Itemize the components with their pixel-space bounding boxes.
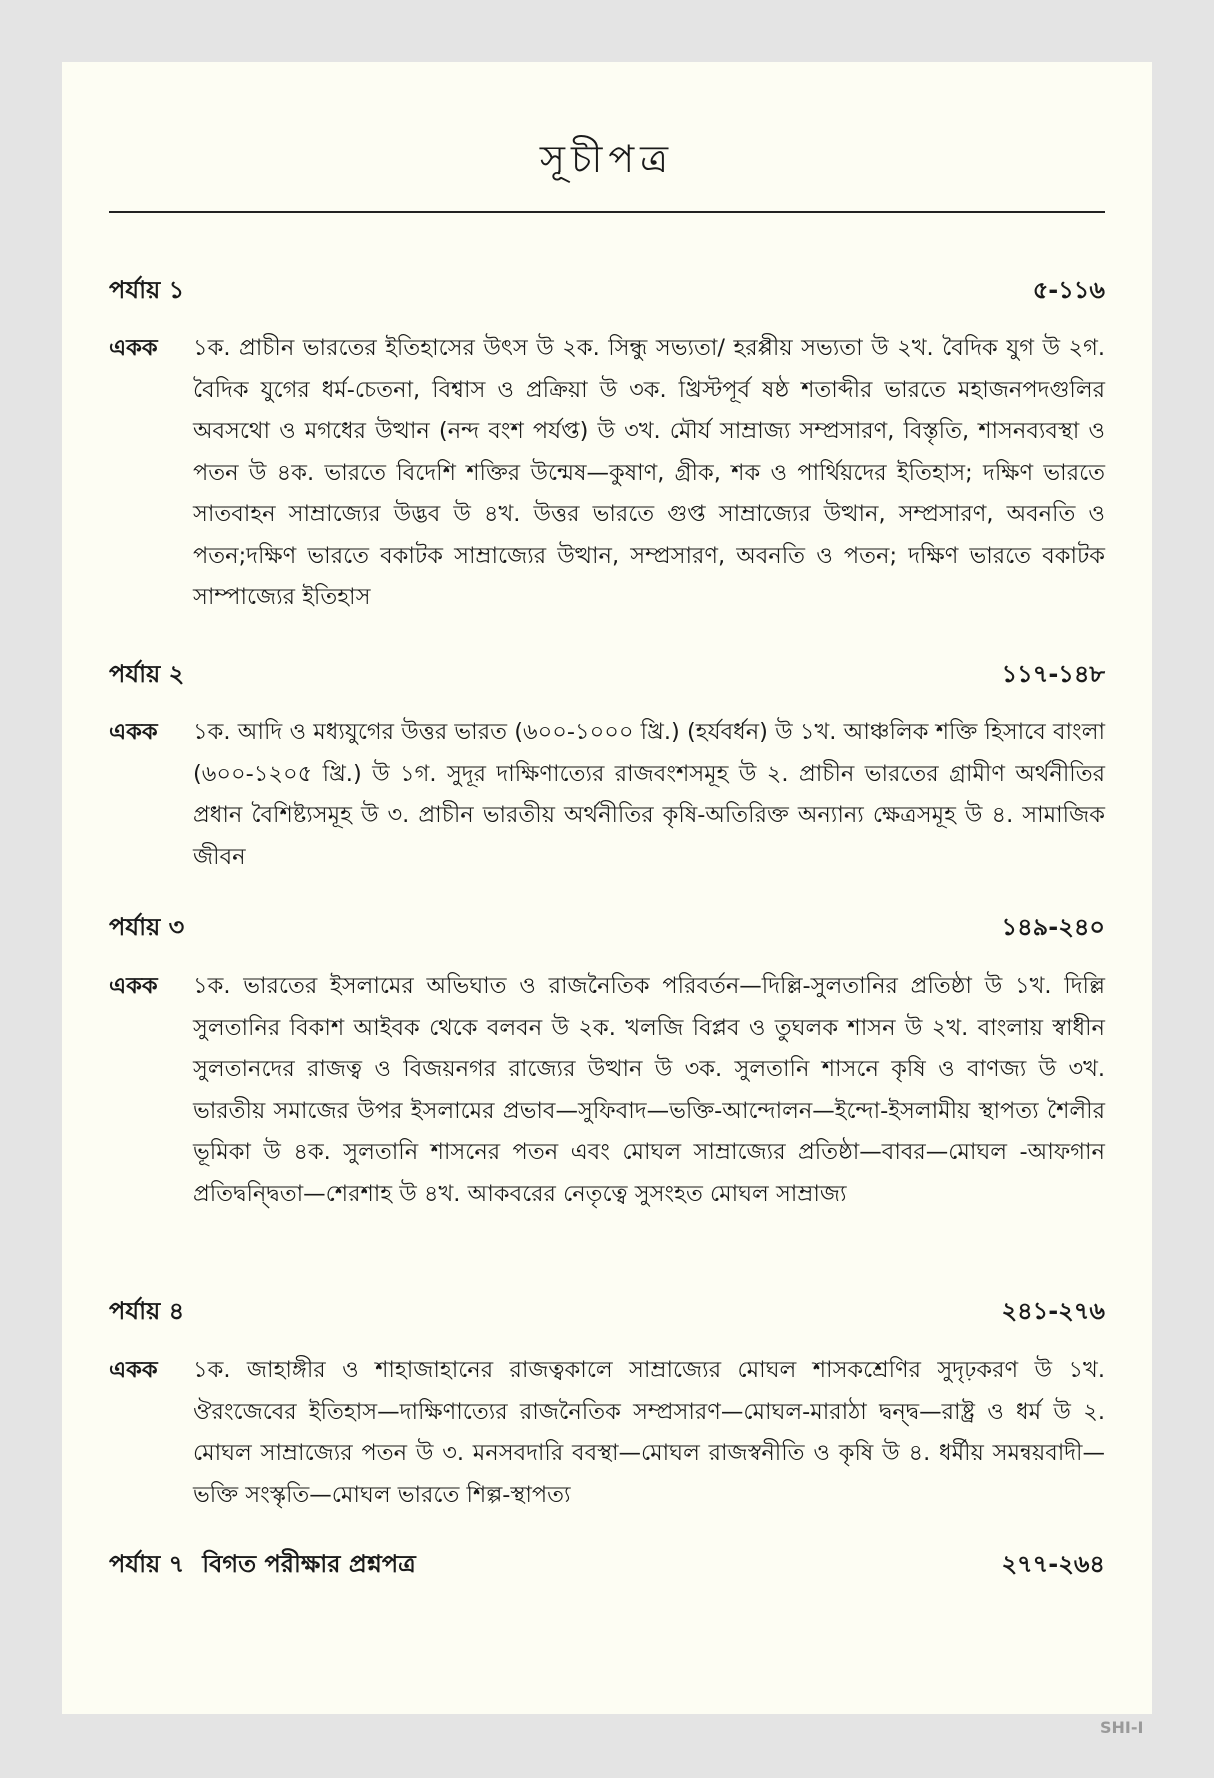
section-header bbox=[109, 909, 1105, 949]
unit-entry bbox=[109, 1350, 1105, 1516]
title-divider bbox=[109, 211, 1105, 213]
unit-label: একক bbox=[109, 973, 158, 999]
section-header bbox=[109, 1293, 1105, 1333]
section-pages: ২৪১-২৭৬ bbox=[1001, 1297, 1105, 1325]
unit-label: একক bbox=[109, 1357, 158, 1383]
section-label: পর্যায় ৪ bbox=[109, 1297, 185, 1325]
unit-text: ১ক. আদি ও মধ্যযুগের উত্তর ভারত (৬০০-১০০০ খ্রি.) (হর্যবর্ধন) উ ১খ. আঞ্চলিক শক্তি হিসাবে বাংলা (৬০০-১২০৫ খ্রি.) উ ১গ. সুদূর দাক্ষিণাত্যের রাজবংশসমূহ উ ২. প্রাচীন ভারতের গ্রামীণ অর্থনীতির প্রধান বৈশিষ্ট্যসমূহ উ ৩. প্রাচীন ভারতীয় অর্থনীতির কৃষি-অতিরিক্ত অন্যান্য ক্ষেত্রসমূহ উ ৪. সামাজিক জীবন bbox=[193, 719, 1105, 870]
section-label: পর্যায় ৭ bbox=[109, 1550, 185, 1578]
unit-entry bbox=[109, 328, 1105, 619]
page-title: সূচীপত্র bbox=[539, 137, 675, 181]
unit-text: ১ক. প্রাচীন ভারতের ইতিহাসের উৎস উ ২ক. সিন্ধু সভ্যতা/ হরপ্পীয় সভ্যতা উ ২খ. বৈদিক যুগ উ ২গ. বৈদিক যুগের ধর্ম-চেতনা, বিশ্বাস ও প্রক্রিয়া উ ৩ক. খ্রিস্টপূর্ব ষষ্ঠ শতাব্দীর ভারতে মহাজনপদগুলির অবসথো ও মগধের উত্থান (নন্দ বংশ পর্যপ্ত) উ ৩খ. মৌর্য সাম্রাজ্য সম্প্রসারণ, বিস্তৃতি, শাসনব্যবস্থা ও পতন উ ৪ক. ভারতে বিদেশি শক্তির উন্মেষ—কুষাণ, গ্রীক, শক ও পার্থিয়দের ইতিহাস; দক্ষিণ ভারতে সাতবাহন সাম্রাজ্যের উদ্ভব উ ৪খ. উত্তর ভারতে গুপ্ত সাম্রাজ্যের উত্থান, সম্প্রসারণ, অবনতি ও পতন;দক্ষিণ ভারতে বকাটক সাম্রাজ্যের উত্থান, সম্প্রসারণ, অবনতি ও পতন; দক্ষিণ ভারতে বকাটক সাম্পাজ্যের ইতিহাস bbox=[193, 335, 1105, 610]
unit-text: ১ক. ভারতের ইসলামের অভিঘাত ও রাজনৈতিক পরিবর্তন—দিল্লি-সুলতানির প্রতিষ্ঠা উ ১খ. দিল্লি সুলতানির বিকাশ আইবক থেকে বলবন উ ২ক. খলজি বিপ্লব ও তুঘলক শাসন উ ২খ. বাংলায় স্বাধীন সুলতানদের রাজত্ব ও বিজয়নগর রাজ্যের উত্থান উ ৩ক. সুলতানি শাসনে কৃষি ও বাণজ্য উ ৩খ. ভারতীয় সমাজের উপর ইসলামের প্রভাব—সুফিবাদ—ভক্তি-আন্দোলন—ইন্দো-ইসলামীয় স্থাপত্য শৈলীর ভূমিকা উ ৪ক. সুলতানি শাসনের পতন এবং মোঘল সাম্রাজ্যের প্রতিষ্ঠা—বাবর—মোঘল -আফগান প্রতিদ্বন্দ্বিতা—শেরশাহ উ ৪খ. আকবরের নেতৃত্বে সুসংহত মোঘল সাম্রাজ্য bbox=[193, 973, 1105, 1207]
section-label: পর্যায় ৩ bbox=[109, 913, 185, 941]
page-footer-code: SHI-I bbox=[1100, 1718, 1144, 1737]
section-header-final bbox=[109, 1546, 1105, 1586]
section-pages: ২৭৭-২৬৪ bbox=[1001, 1550, 1105, 1578]
section-header bbox=[109, 656, 1105, 696]
section-title: বিগত পরীক্ষার প্রশ্নপত্র bbox=[202, 1550, 416, 1578]
section-pages: ৫-১১৬ bbox=[1032, 276, 1105, 304]
unit-entry bbox=[109, 966, 1105, 1215]
section-label: পর্যায় ১ bbox=[109, 276, 185, 304]
section-pages: ১৪৯-২৪০ bbox=[1001, 913, 1105, 941]
section-pages: ১১৭-১৪৮ bbox=[1001, 660, 1105, 688]
unit-entry bbox=[109, 712, 1105, 878]
unit-label: একক bbox=[109, 719, 158, 745]
unit-label: একক bbox=[109, 335, 158, 361]
section-header bbox=[109, 272, 1105, 312]
section-label: পর্যায় ২ bbox=[109, 660, 185, 688]
unit-text: ১ক. জাহাঙ্গীর ও শাহাজাহানের রাজত্বকালে সাম্রাজ্যের মোঘল শাসকশ্রেণির সুদৃঢ়করণ উ ১খ. ঔরংজেবের ইতিহাস—দাক্ষিণাত্যের রাজনৈতিক সম্প্রসারণ—মোঘল-মারাঠা দ্বন্দ্ব—রাষ্ট্র ও ধর্ম উ ২. মোঘল সাম্রাজ্যের পতন উ ৩. মনসবদারি ববস্থা—মোঘল রাজস্বনীতি ও কৃষি উ ৪. ধর্মীয় সমন্বয়বাদী—ভক্তি সংস্কৃতি—মোঘল ভারতে শিল্প-স্থাপত্য bbox=[193, 1357, 1105, 1508]
